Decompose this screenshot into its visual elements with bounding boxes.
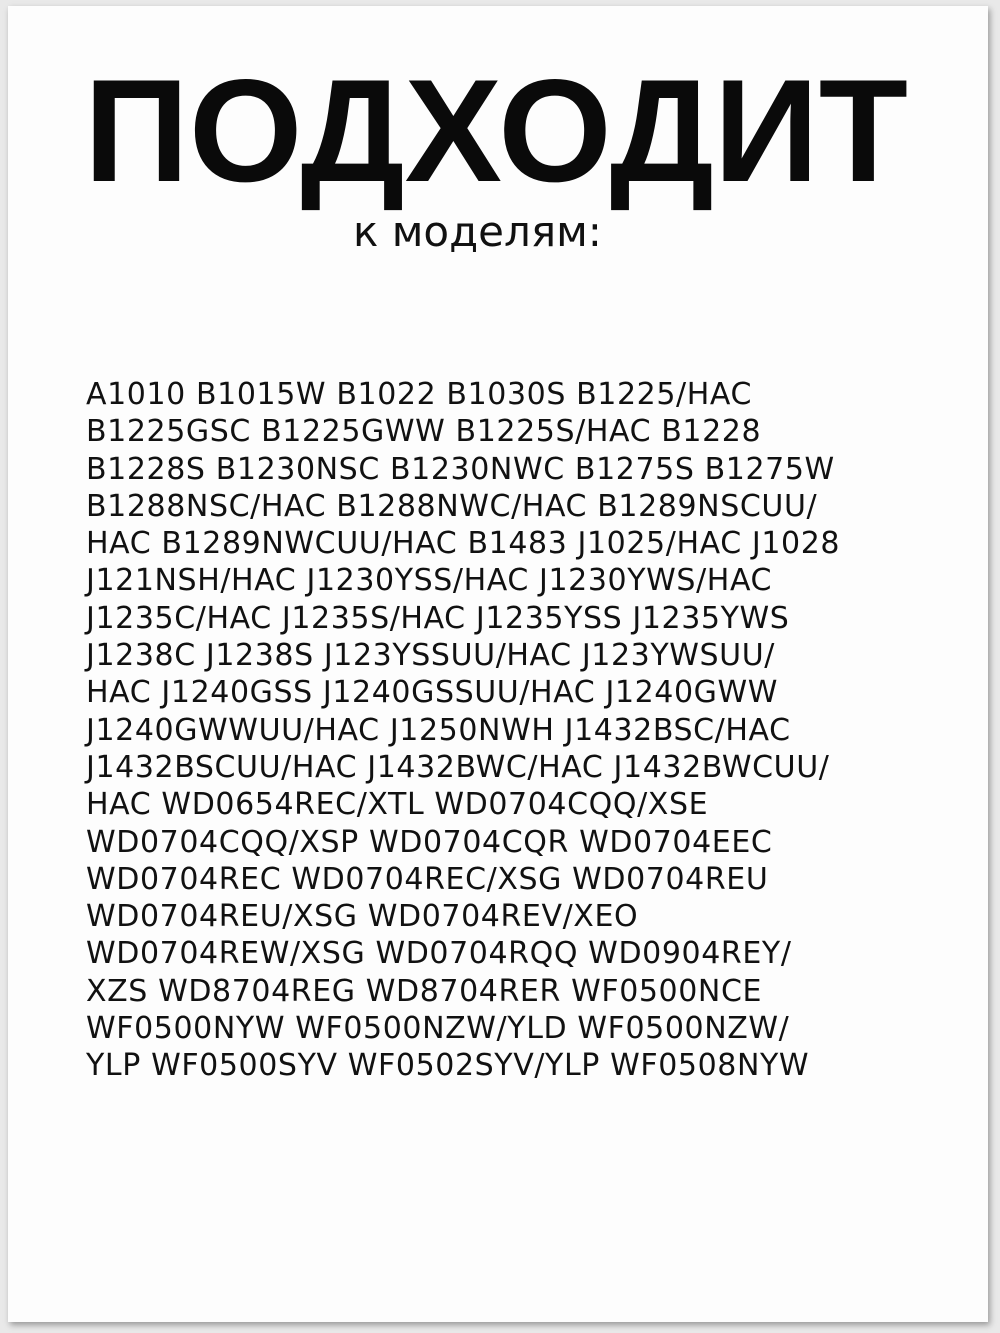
model-line: WD0704REW/XSG WD0704RQQ WD0904REY/ [86,936,792,972]
model-line: J121NSH/HAC J1230YSS/HAC J1230YWS/HAC [86,563,773,599]
model-line: J1240GWWUU/HAC J1250NWH J1432BSC/HAC [86,712,791,748]
document-page [8,6,988,1322]
model-line: WF0500NYW WF0500NZW/YLD WF0500NZW/ [86,1011,790,1047]
model-line: XZS WD8704REG WD8704RER WF0500NCE [86,973,763,1009]
model-line: WD0704CQQ/XSP WD0704CQR WD0704EEC [86,824,773,860]
model-line: HAC B1289NWCUU/HAC B1483 J1025/HAC J1028 [86,526,841,562]
model-line: B1288NSC/HAC B1288NWC/HAC B1289NSCUU/ [86,488,818,524]
model-line: B1225GSC B1225GWW B1225S/HAC B1228 [86,414,762,450]
model-line: B1228S B1230NSC B1230NWC B1275S B1275W [86,451,835,487]
model-line: J1238C J1238S J123YSSUU/HAC J123YWSUU/ [86,638,775,674]
model-line: WD0704REU/XSG WD0704REV/XEO [86,899,639,935]
model-line: HAC J1240GSS J1240GSSUU/HAC J1240GWW [86,675,779,711]
model-line: J1432BSCUU/HAC J1432BWC/HAC J1432BWCUU/ [86,749,830,785]
model-line: WD0704REC WD0704REC/XSG WD0704REU [86,861,769,897]
model-line: YLP WF0500SYV WF0502SYV/YLP WF0508NYW [86,1048,810,1084]
model-list [86,376,986,1085]
model-line: A1010 B1015W B1022 B1030S B1225/HAC [86,377,753,412]
model-line: HAC WD0654REC/XTL WD0704CQQ/XSE [86,787,709,823]
page-subtitle: к моделям: [353,207,602,256]
model-line: J1235C/HAC J1235S/HAC J1235YSS J1235YWS [86,600,790,636]
page-title: ПОДХОДИТ [84,49,908,212]
